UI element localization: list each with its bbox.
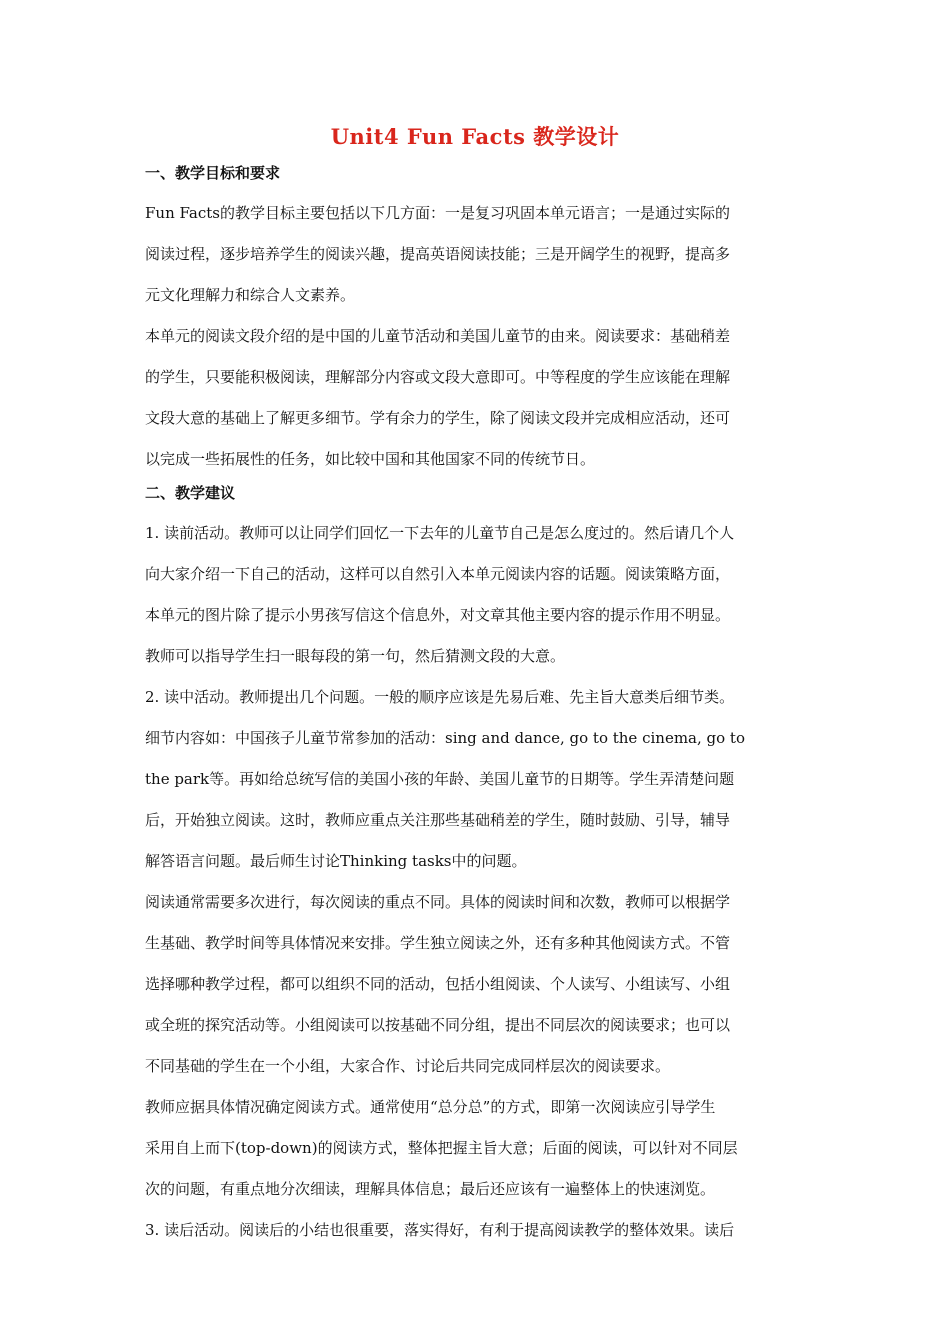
text-line: the park等。再如给总统写信的美国小孩的年龄、美国儿童节的日期等。学生弄清楚问题 — [145, 770, 735, 788]
text-line: 文段大意的基础上了解更多细节。学有余力的学生，除了阅读文段并完成相应活动，还可 — [145, 409, 731, 427]
text-line: 的学生，只要能积极阅读，理解部分内容或文段大意即可。中等程度的学生应该能在理解 — [145, 368, 731, 386]
document-body — [145, 160, 809, 1251]
section-heading-suggestions: 二、教学建议 — [145, 484, 236, 502]
text-line: 采用自上而下(top-down)的阅读方式，整体把握主旨大意；后面的阅读，可以针对不同层 — [145, 1139, 738, 1157]
text-line: 2. 读中活动。教师提出几个问题。一般的顺序应该是先易后难、先主旨大意类后细节类。 — [145, 688, 735, 706]
text-line: 向大家介绍一下自己的活动，这样可以自然引入本单元阅读内容的话题。阅读策略方面， — [145, 565, 731, 583]
paragraph-goals-overview — [145, 193, 809, 316]
paragraph-post-reading — [145, 1210, 809, 1251]
text-line: Fun Facts的教学目标主要包括以下几方面：一是复习巩固本单元语言；一是通过实际的 — [145, 204, 730, 222]
text-line: 元文化理解力和综合人文素养。 — [145, 286, 356, 304]
text-line: 解答语言问题。最后师生讨论Thinking tasks中的问题。 — [145, 852, 527, 870]
document-title: Unit4 Fun Facts 教学设计 — [330, 124, 620, 149]
text-line: 生基础、教学时间等具体情况来安排。学生独立阅读之外，还有多种其他阅读方式。不管 — [145, 934, 731, 952]
text-line: 本单元的阅读文段介绍的是中国的儿童节活动和美国儿童节的由来。阅读要求：基础稍差 — [145, 327, 731, 345]
paragraph-while-reading — [145, 677, 809, 882]
text-line: 本单元的图片除了提示小男孩写信这个信息外，对文章其他主要内容的提示作用不明显。 — [145, 606, 731, 624]
text-line: 次的问题，有重点地分次细读，理解具体信息；最后还应该有一遍整体上的快速浏览。 — [145, 1180, 716, 1198]
text-line: 不同基础的学生在一个小组，大家合作、讨论后共同完成同样层次的阅读要求。 — [145, 1057, 671, 1075]
text-line: 3. 读后活动。阅读后的小结也很重要，落实得好，有利于提高阅读教学的整体效果。读后 — [145, 1221, 735, 1239]
text-line: 阅读过程，逐步培养学生的阅读兴趣，提高英语阅读技能；三是开阔学生的视野，提高多 — [145, 245, 731, 263]
text-line: 选择哪种教学过程，都可以组织不同的活动，包括小组阅读、个人读写、小组读写、小组 — [145, 975, 731, 993]
text-line: 阅读通常需要多次进行，每次阅读的重点不同。具体的阅读时间和次数，教师可以根据学 — [145, 893, 731, 911]
text-line: 后，开始独立阅读。这时，教师应重点关注那些基础稍差的学生，随时鼓励、引导，辅导 — [145, 811, 731, 829]
text-line: 以完成一些拓展性的任务，如比较中国和其他国家不同的传统节日。 — [145, 450, 596, 468]
text-line: 1. 读前活动。教师可以让同学们回忆一下去年的儿童节自己是怎么度过的。然后请几个人 — [145, 524, 735, 542]
paragraph-reading-requirements — [145, 316, 809, 480]
paragraph-reading-methods — [145, 882, 809, 1087]
text-line: 教师可以指导学生扫一眼每段的第一句，然后猜测文段的大意。 — [145, 647, 566, 665]
paragraph-pre-reading — [145, 513, 809, 677]
text-line: 或全班的探究活动等。小组阅读可以按基础不同分组，提出不同层次的阅读要求；也可以 — [145, 1016, 731, 1034]
paragraph-reading-approach — [145, 1087, 809, 1210]
section-heading-goals: 一、教学目标和要求 — [145, 164, 281, 182]
text-line: 细节内容如：中国孩子儿童节常参加的活动：sing and dance, go to the cinema, go to — [145, 729, 745, 747]
text-line: 教师应据具体情况确定阅读方式。通常使用“总分总”的方式，即第一次阅读应引导学生 — [145, 1098, 716, 1116]
